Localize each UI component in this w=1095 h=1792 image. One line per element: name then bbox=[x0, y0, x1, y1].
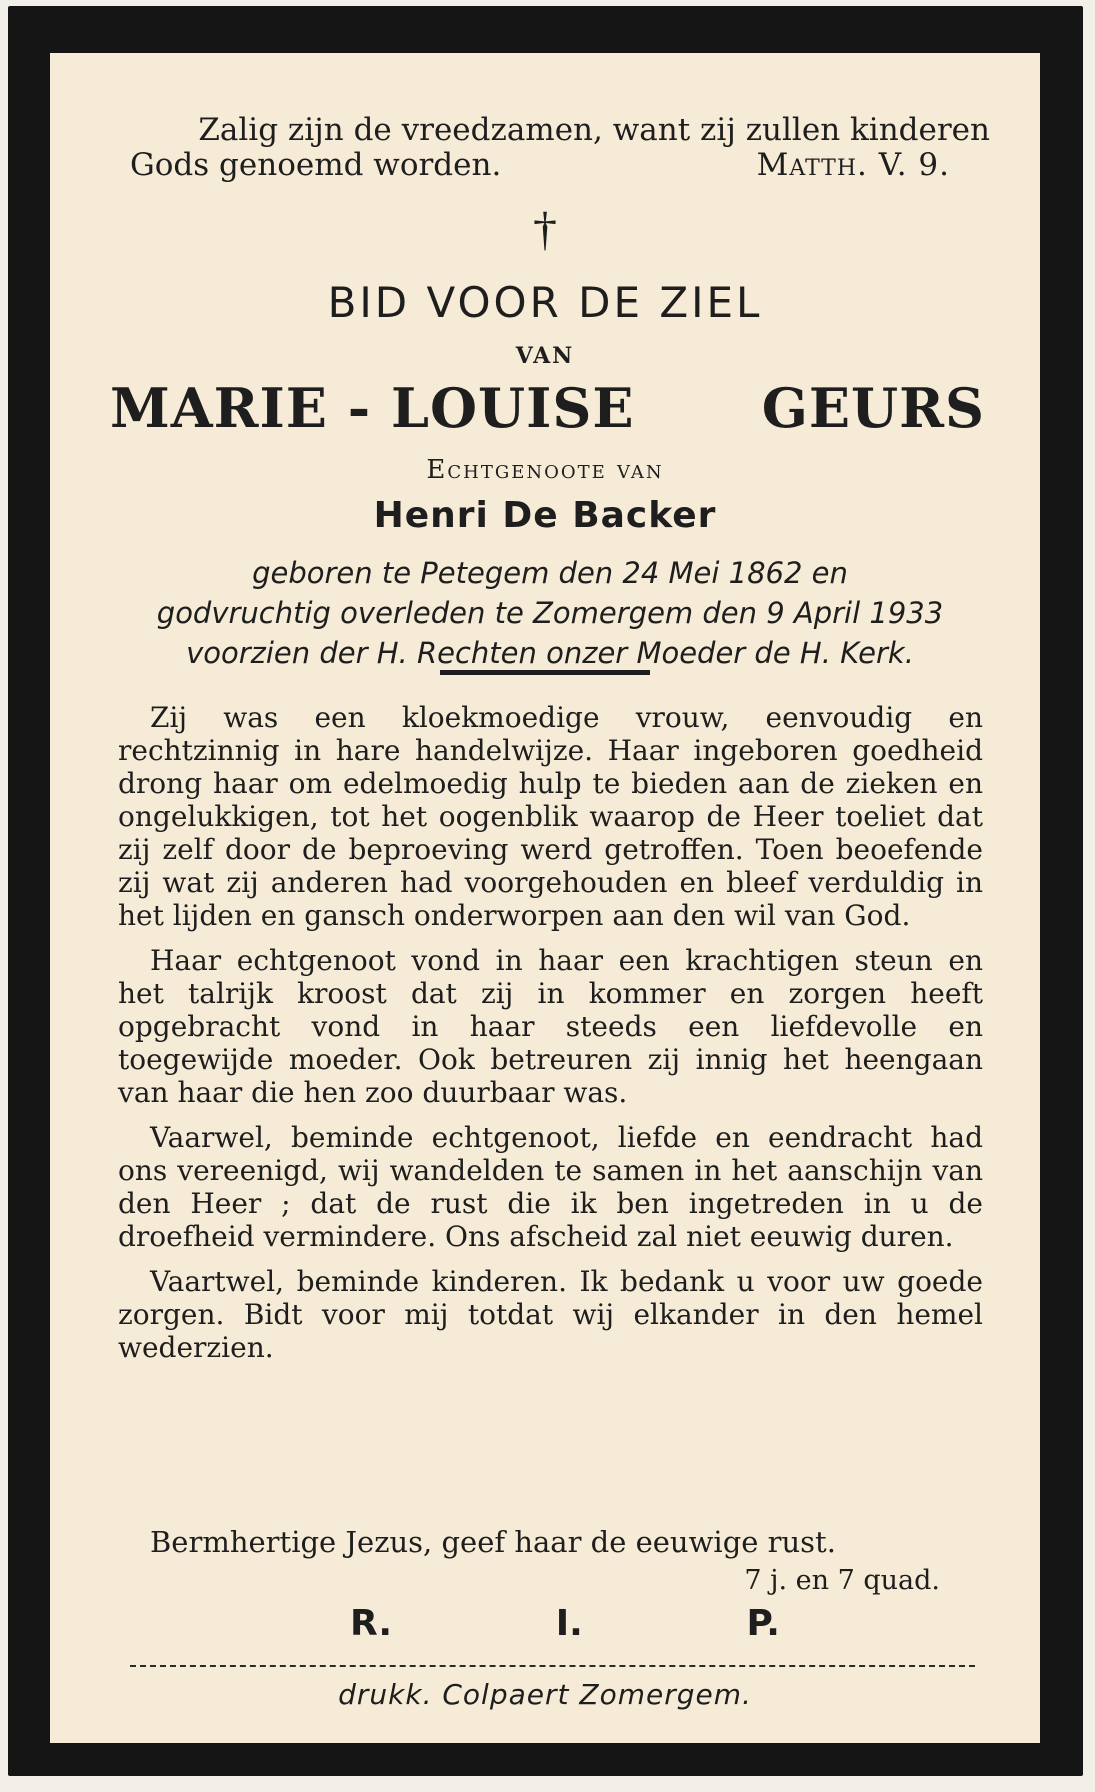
eulogy-paragraph: Haar echtgenoot vond in haar een krachtigen steun en het talrijk kroost dat zij in kommer en zorgen heeft opgebracht vond in haar steeds een liefdevolle en toegewijde moeder. Ook betreuren zij innig het heengaan van haar die hen zoo duurbaar was. bbox=[118, 944, 983, 1109]
rip-i: I. bbox=[555, 1603, 583, 1644]
sacraments-line: voorzien der H. Rechten onzer Moeder de H. Kerk. bbox=[186, 636, 914, 670]
rip-r: R. bbox=[350, 1603, 393, 1644]
rip bbox=[350, 1603, 780, 1644]
indulgence: 7 j. en 7 quad. bbox=[744, 1565, 940, 1596]
card-paper bbox=[50, 53, 1040, 1743]
printer-credit: drukk. Colpaert Zomergem. bbox=[338, 1678, 752, 1711]
eulogy-paragraph: Vaartwel, beminde kinderen. Ik bedank u voor uw goede zorgen. Bidt voor mij totdat wij elkander in den hemel wederzien. bbox=[118, 1265, 983, 1364]
dotted-divider bbox=[130, 1665, 975, 1667]
deceased-first-name: MARIE - LOUISE bbox=[110, 376, 635, 440]
verse-line-1: Zalig zijn de vreedzamen, want zij zullen kinderen bbox=[198, 112, 990, 148]
rip-p: P. bbox=[746, 1603, 780, 1644]
verse-reference: Matth. V. 9. bbox=[756, 147, 950, 183]
death-line: godvruchtig overleden te Zomergem den 9 April 1933 bbox=[156, 596, 944, 630]
divider bbox=[440, 670, 650, 675]
van-label: VAN bbox=[515, 343, 575, 369]
verse-line-2: Gods genoemd worden. bbox=[130, 147, 502, 183]
cross-icon: † bbox=[533, 203, 557, 256]
bible-verse bbox=[130, 113, 990, 183]
eulogy-paragraph: Vaarwel, beminde echtgenoot, liefde en eendracht had ons vereenigd, wij wandelden te samen in het aanschijn van den Heer ; dat de rust die ik ben ingetreden in u de droefheid vermindere. Ons afscheid zal niet eeuwig duren. bbox=[118, 1121, 983, 1253]
birth-line: geboren te Petegem den 24 Mei 1862 en bbox=[252, 556, 848, 590]
deceased-last-name: GEURS bbox=[761, 376, 985, 440]
spouse-label: Echtgenoote van bbox=[426, 455, 664, 485]
heading: BID VOOR DE ZIEL bbox=[327, 278, 763, 327]
spouse-name: Henri De Backer bbox=[373, 495, 717, 536]
prayer: Bermhertige Jezus, geef haar de eeuwige rust. bbox=[150, 1525, 836, 1559]
deceased-name bbox=[110, 376, 985, 440]
memorial-card bbox=[8, 6, 1083, 1776]
eulogy-text bbox=[118, 701, 983, 1376]
eulogy-paragraph: Zij was een kloekmoedige vrouw, eenvoudig en rechtzinnig in hare handelwijze. Haar ingeboren goedheid drong haar om edelmoedig hulp te bieden aan de zieken en ongelukkigen, tot het oogenblik waarop de Heer toeliet dat zij zelf door de beproeving werd getroffen. Toen beoefende zij wat zij anderen had voorgehouden en bleef verduldig in het lijden en gansch onderworpen aan den wil van God. bbox=[118, 701, 983, 932]
life-dates bbox=[115, 553, 985, 673]
